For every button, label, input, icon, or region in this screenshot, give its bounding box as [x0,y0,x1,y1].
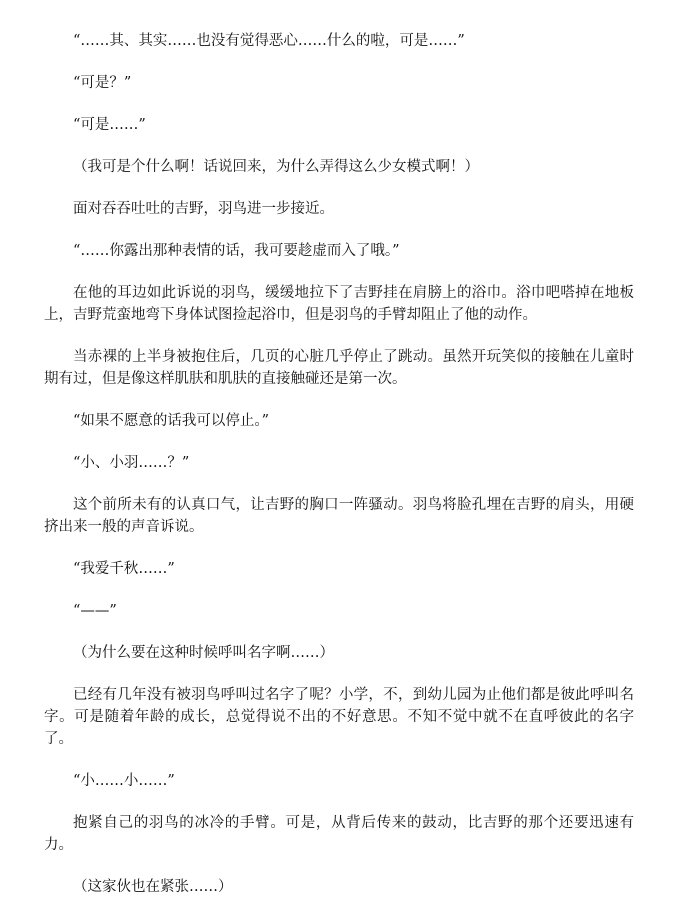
paragraph: 面对吞吞吐吐的吉野，羽鸟进一步接近。 [73,201,334,217]
paragraph: 当赤裸的上半身被抱住后，几页的心脏几乎停止了跳动。虽然开玩笑似的接触在儿童时期有过，但是像这样肌肤和肌肤的直接触碰还是第一次。 [44,349,634,387]
paragraph: 这个前所未有的认真口气，让吉野的胸口一阵骚动。羽鸟将脸孔埋在吉野的肩头，用硬挤出来一般的声音诉说。 [44,497,634,535]
paragraph: （这家伙也在紧张……） [73,879,233,895]
paragraph: “可是？” [73,75,132,91]
paragraph: “我爱千秋……” [73,561,175,577]
paragraph: （我可是个什么啊！话说回来，为什么弄得这么少女模式啊！） [73,159,479,175]
paragraph: “——” [73,603,117,619]
paragraph: “如果不愿意的话我可以停止。” [73,413,270,429]
paragraph: 已经有几年没有被羽鸟呼叫过名字了呢？小学，不，到幼儿园为止他们都是彼此呼叫名字。可是随着年龄的成长，总觉得说不出的不好意思。不知不觉中就不在直呼彼此的名字了。 [44,687,634,747]
paragraph: “可是……” [73,117,146,133]
paragraph: “……其、其实……也没有觉得恶心……什么的啦，可是……” [73,33,465,49]
paragraph: “小、小羽……？” [73,455,190,471]
paragraph: “……你露出那种表情的话，我可要趁虚而入了哦。” [73,243,400,259]
paragraph: 在他的耳边如此诉说的羽鸟，缓缓地拉下了吉野挂在肩膀上的浴巾。浴巾吧嗒掉在地板上，吉野荒蛮地弯下身体试图捡起浴巾，但是羽鸟的手臂却阻止了他的动作。 [44,285,634,323]
paragraph: 抱紧自己的羽鸟的冰冷的手臂。可是，从背后传来的鼓动，比吉野的那个还要迅速有力。 [44,815,634,853]
paragraph: “小……小……” [73,773,175,789]
paragraph: （为什么要在这种时候呼叫名字啊……） [73,645,334,661]
